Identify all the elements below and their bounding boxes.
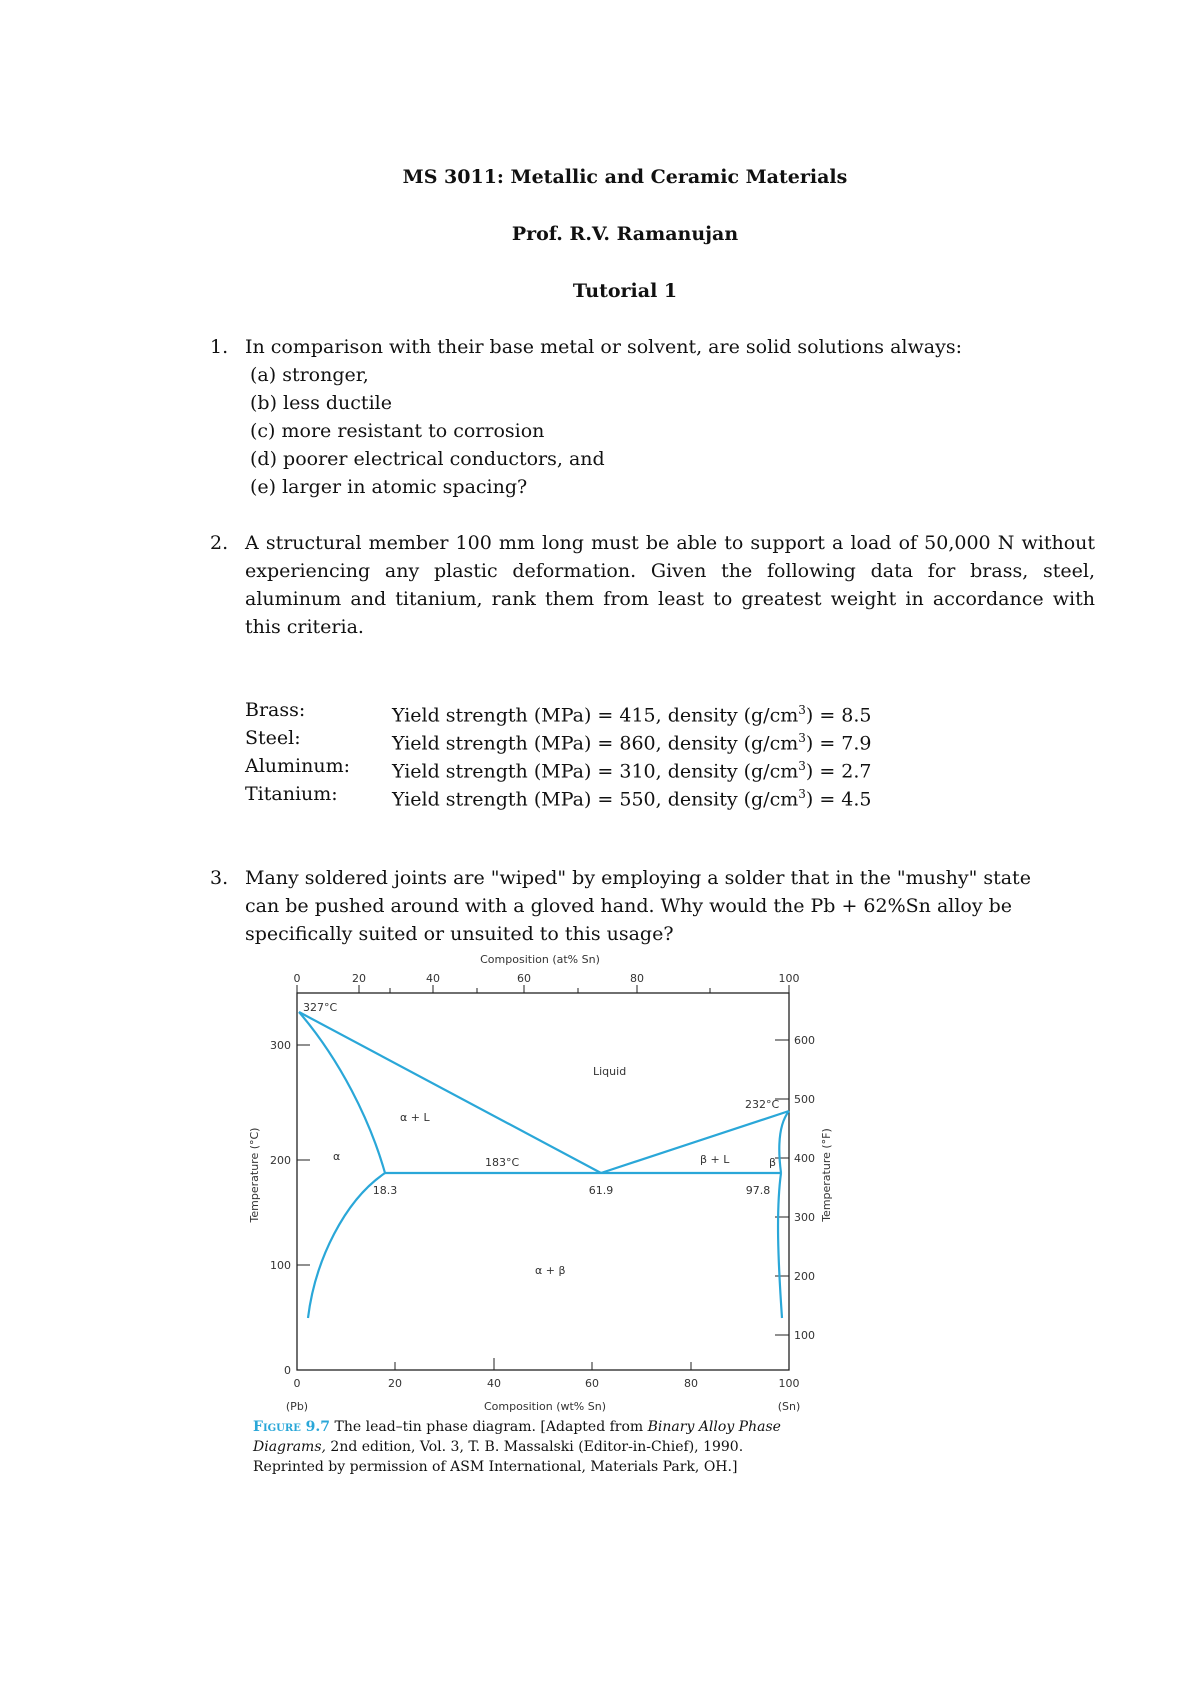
- solvus-beta: [778, 1173, 782, 1318]
- top-tick-label: 80: [630, 972, 644, 985]
- q1-text: In comparison with their base metal or solvent, are solid solutions always:: [245, 336, 962, 358]
- label-alpha: α: [333, 1150, 341, 1163]
- bottom-tick-label: 40: [487, 1377, 501, 1390]
- liquidus-right: [601, 1111, 789, 1173]
- q1-number: 1.: [210, 336, 229, 358]
- density-label: , density (g/cm: [655, 760, 799, 783]
- top-tick-label: 20: [352, 972, 366, 985]
- bottom-tick-label: 60: [585, 1377, 599, 1390]
- bottom-axis: [297, 1358, 789, 1370]
- figure-caption: [253, 1417, 813, 1477]
- q1-option-e: (e) larger in atomic spacing?: [250, 476, 528, 498]
- label-liquid: Liquid: [593, 1065, 627, 1078]
- label-beta: β: [769, 1156, 777, 1169]
- yield-value: 860: [619, 732, 656, 755]
- q3-line-3: specifically suited or unsuited to this usage?: [245, 923, 674, 945]
- density-eq: ) =: [805, 732, 842, 755]
- caption-book: Binary Alloy Phase Diagrams,: [253, 1419, 781, 1455]
- density-exponent: 3: [798, 787, 806, 801]
- yield-label: Yield strength (MPa) =: [392, 732, 620, 755]
- material-name: Brass:: [245, 699, 306, 721]
- material-name: Titanium:: [245, 783, 338, 805]
- right-tick-label: 300: [794, 1211, 815, 1224]
- right-tick-label: 500: [794, 1093, 815, 1106]
- density-label: , density (g/cm: [655, 732, 799, 755]
- label-eutectic-temp: 183°C: [485, 1156, 520, 1169]
- right-tick-label: 100: [794, 1329, 815, 1342]
- q2-number: 2.: [210, 532, 229, 554]
- label-pb-melt: 327°C: [303, 1001, 338, 1014]
- density-exponent: 3: [798, 759, 806, 773]
- density-exponent: 3: [798, 731, 806, 745]
- tutorial-title: Tutorial 1: [572, 280, 678, 302]
- right-axis-title: Temperature (°F): [820, 1128, 833, 1222]
- left-tick-label: 100: [270, 1259, 291, 1272]
- yield-value: 415: [619, 704, 656, 727]
- bottom-tick-label: 100: [778, 1377, 800, 1390]
- material-name: Steel:: [245, 727, 301, 749]
- label-c-beta: 97.8: [745, 1184, 771, 1197]
- professor-name: Prof. R.V. Ramanujan: [511, 223, 739, 245]
- density-label: , density (g/cm: [655, 704, 799, 727]
- top-tick-label: 40: [426, 972, 440, 985]
- density-exponent: 3: [798, 703, 806, 717]
- liquidus-left: [299, 1012, 601, 1173]
- q1-option-b: (b) less ductile: [250, 392, 392, 414]
- course-title: MS 3011: Metallic and Ceramic Materials: [402, 166, 848, 188]
- density-label: , density (g/cm: [655, 788, 799, 811]
- left-tick-label: 200: [270, 1154, 291, 1167]
- density-eq: ) =: [805, 704, 842, 727]
- yield-label: Yield strength (MPa) =: [392, 704, 620, 727]
- q1-option-c: (c) more resistant to corrosion: [250, 420, 545, 442]
- left-tick-label: 0: [284, 1364, 291, 1377]
- label-c-eutectic: 61.9: [588, 1184, 614, 1197]
- density-eq: ) =: [805, 788, 842, 811]
- q1-option-d: (d) poorer electrical conductors, and: [250, 448, 605, 470]
- density-value: 8.5: [841, 704, 872, 727]
- q3-number: 3.: [210, 867, 229, 889]
- density-value: 2.7: [841, 760, 872, 783]
- label-alpha-beta: α + β: [535, 1264, 566, 1277]
- density-value: 4.5: [841, 788, 872, 811]
- yield-label: Yield strength (MPa) =: [392, 788, 620, 811]
- caption-text-1: The lead–tin phase diagram. [Adapted from: [330, 1419, 648, 1435]
- left-axis-title: Temperature (°C): [248, 1127, 261, 1223]
- right-tick-label: 200: [794, 1270, 815, 1283]
- figure-number: Figure 9.7: [253, 1419, 331, 1435]
- solidus-beta: [779, 1111, 789, 1173]
- top-axis: [297, 985, 789, 993]
- phase-diagram: [240, 945, 840, 1415]
- yield-value: 310: [619, 760, 656, 783]
- top-tick-label: 60: [517, 972, 531, 985]
- sn-label: (Sn): [777, 1400, 801, 1413]
- label-beta-liquid: β + L: [700, 1153, 730, 1166]
- pb-label: (Pb): [285, 1400, 309, 1413]
- density-value: 7.9: [841, 732, 872, 755]
- top-tick-label: 0: [293, 972, 301, 985]
- material-name: Aluminum:: [245, 755, 351, 777]
- right-tick-label: 400: [794, 1152, 815, 1165]
- top-tick-label: 100: [778, 972, 800, 985]
- density-eq: ) =: [805, 760, 842, 783]
- q1-option-a: (a) stronger,: [250, 364, 369, 386]
- left-axis: [297, 1045, 310, 1370]
- left-tick-label: 300: [270, 1039, 291, 1052]
- bottom-axis-title: Composition (wt% Sn): [484, 1400, 606, 1413]
- q2-text: A structural member 100 mm long must be able to support a load of 50,000 N without experiencing any plastic deformation. Given the following data for brass, steel, aluminum and titanium, rank them from least to greatest weight in accordance with this criteria.: [245, 532, 1095, 638]
- bottom-tick-label: 20: [388, 1377, 402, 1390]
- label-alpha-liquid: α + L: [400, 1111, 430, 1124]
- right-axis: [775, 1040, 789, 1335]
- q3-line-2: can be pushed around with a gloved hand. Why would the Pb + 62%Sn alloy be: [245, 895, 1013, 917]
- label-sn-melt: 232°C: [745, 1098, 780, 1111]
- bottom-tick-label: 0: [293, 1377, 301, 1390]
- yield-label: Yield strength (MPa) =: [392, 760, 620, 783]
- top-axis-title: Composition (at% Sn): [480, 953, 600, 966]
- yield-value: 550: [619, 788, 656, 811]
- right-tick-label: 600: [794, 1034, 815, 1047]
- caption-text-2: 2nd edition, Vol. 3, T. B. Massalski (Editor-in-Chief), 1990. Reprinted by permission of ASM International, Materials Park, OH.]: [253, 1439, 744, 1475]
- q3-line-1: Many soldered joints are "wiped" by employing a solder that in the "mushy" state: [245, 867, 1031, 889]
- label-c-alpha: 18.3: [372, 1184, 398, 1197]
- bottom-tick-label: 80: [684, 1377, 698, 1390]
